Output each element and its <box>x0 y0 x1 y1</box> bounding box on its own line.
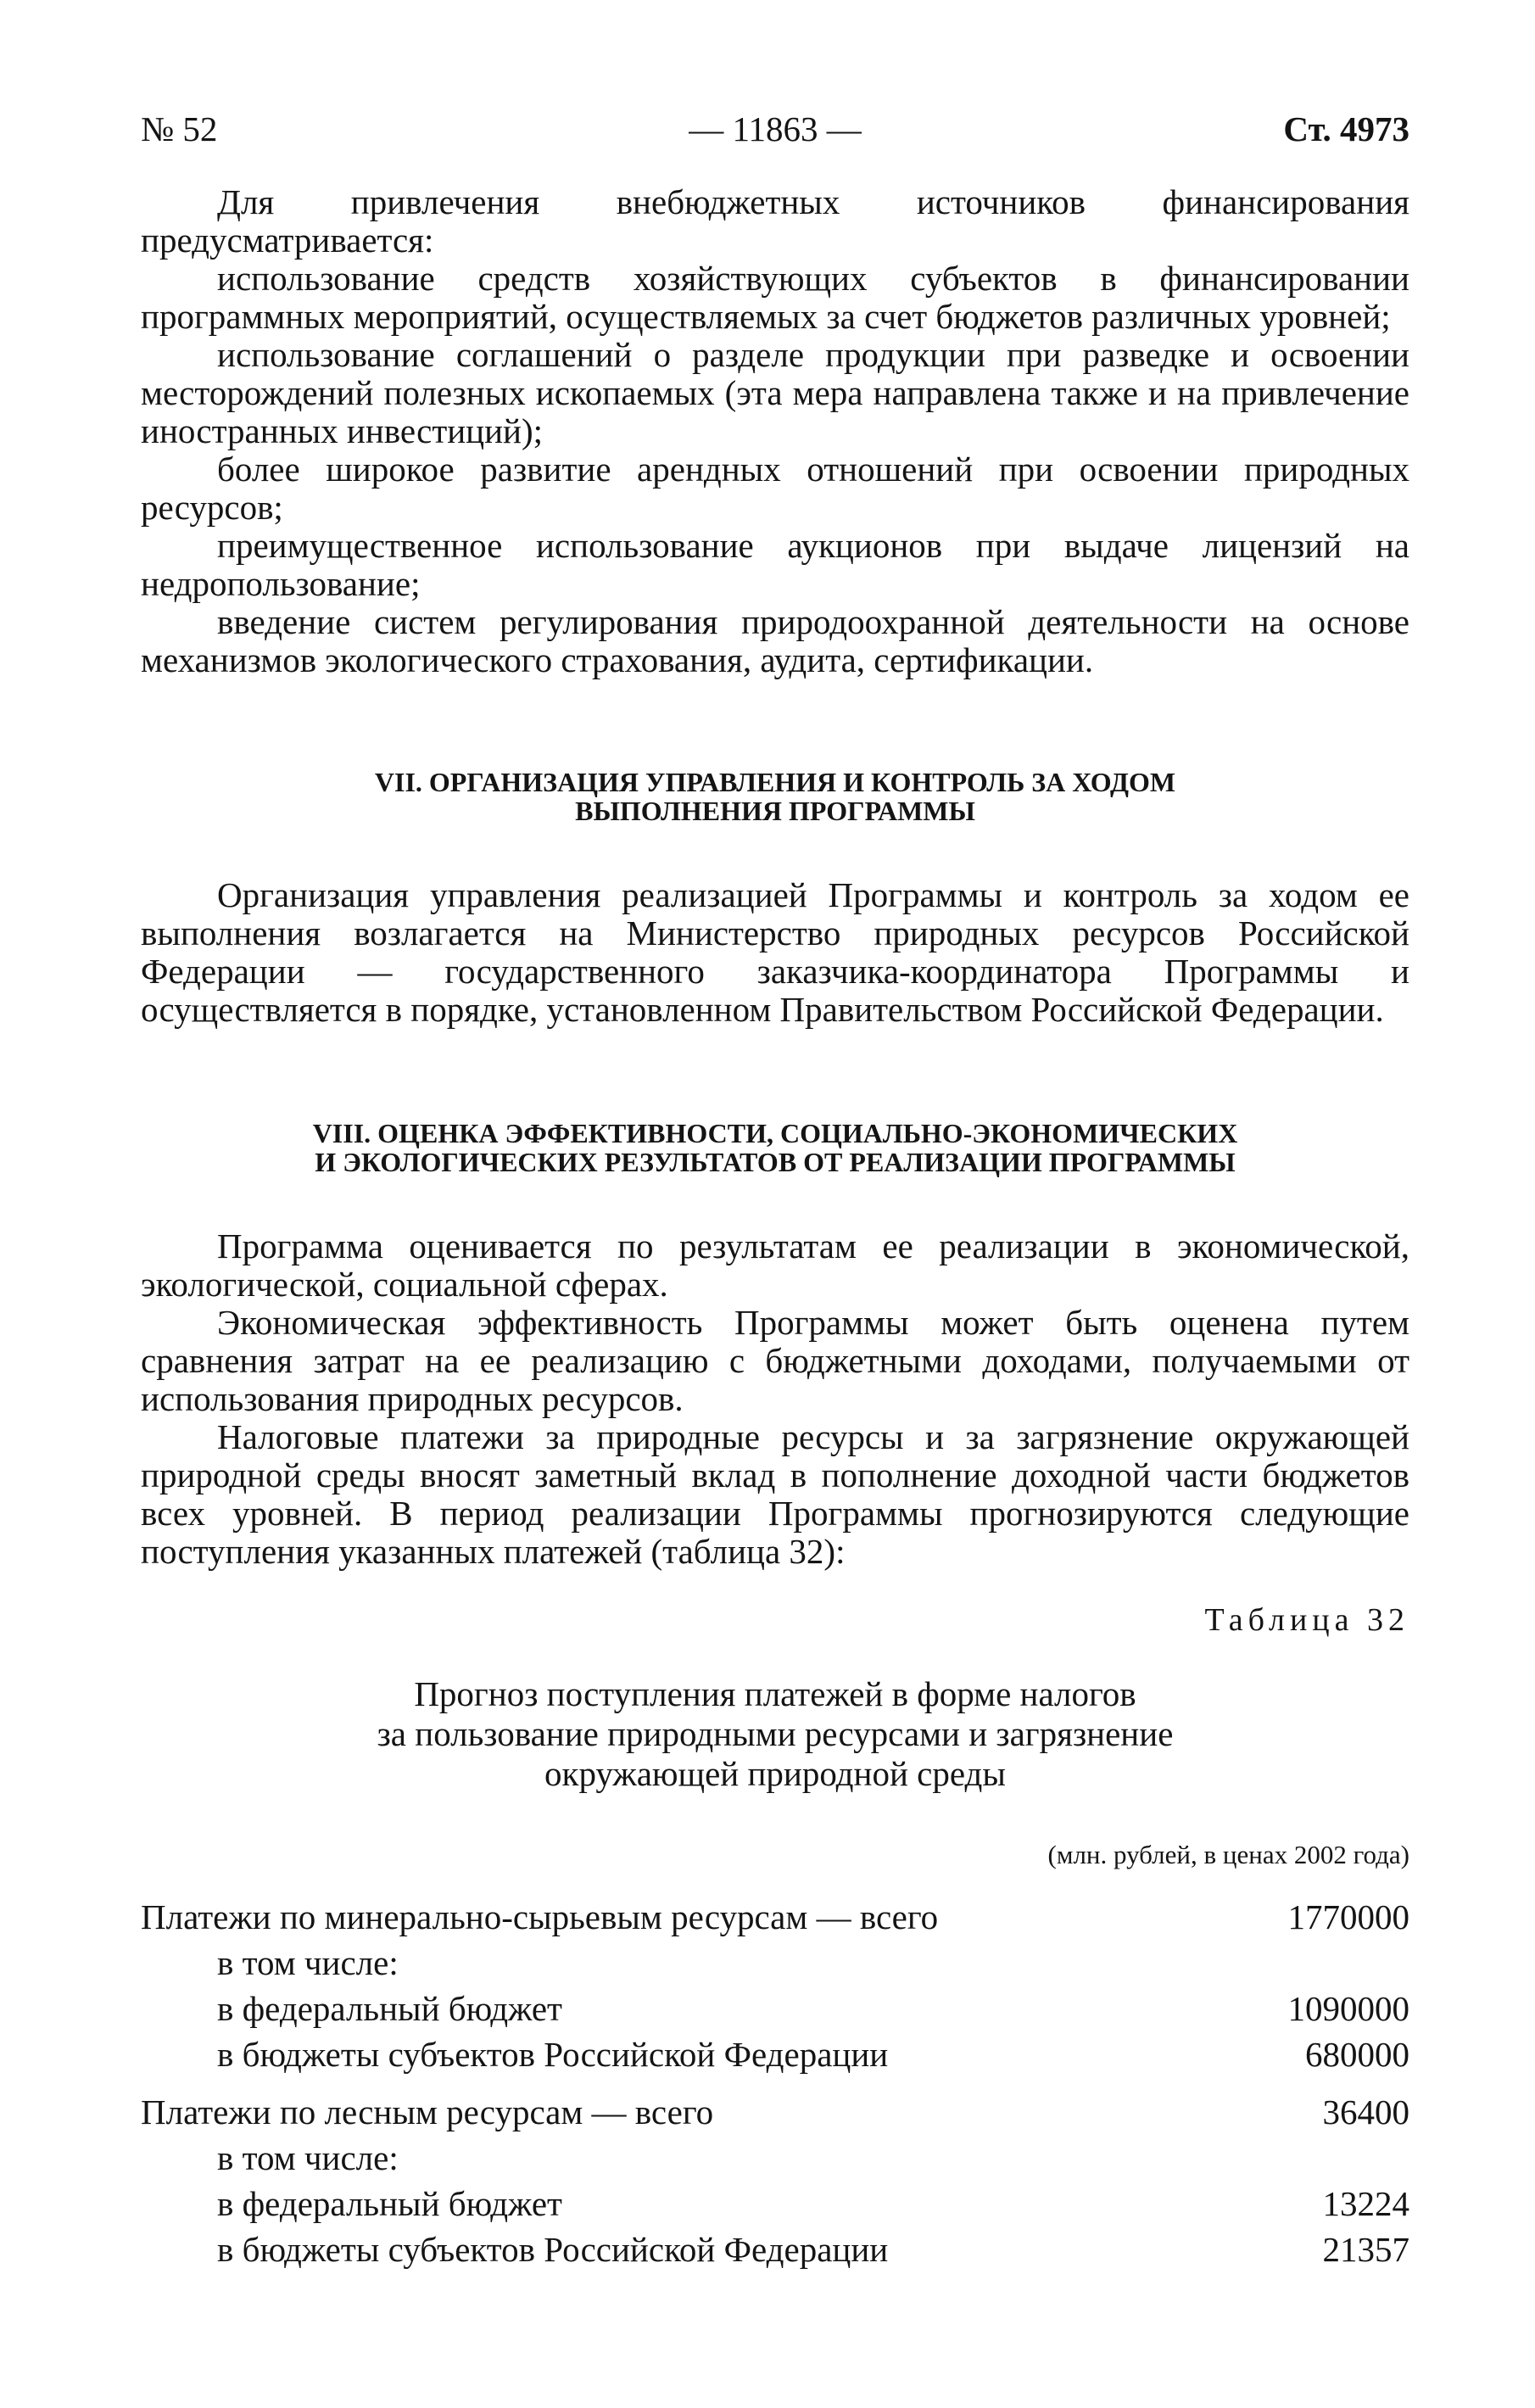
table-units: (млн. рублей, в ценах 2002 года) <box>1047 1840 1409 1869</box>
heading-line: ВЫПОЛНЕНИЯ ПРОГРАММЫ <box>575 796 975 826</box>
paragraph: Организация управления реализацией Программы и контроль за ходом ее выполнения возлагается на Министерство природных ресурсов Российской Федерации — государственного заказчика-координатора Программы и осуществляется в порядке, установленном Правительством Российской Федерации. <box>141 875 1409 1029</box>
paragraph: более широкое развитие арендных отношений при освоении природных ресурсов; <box>141 450 1409 527</box>
section-vii-heading <box>141 768 1409 825</box>
heading-line: И ЭКОЛОГИЧЕСКИХ РЕЗУЛЬТАТОВ ОТ РЕАЛИЗАЦИИ ПРОГРАММЫ <box>315 1147 1236 1177</box>
table-row <box>141 2230 1409 2269</box>
row-value: 36400 <box>1322 2092 1409 2131</box>
row-label: в федеральный бюджет <box>217 1989 562 2028</box>
article-number: Ст. 4973 <box>1283 109 1409 148</box>
table-label: Таблица 32 <box>1204 1602 1409 1638</box>
heading-line: VII. ОРГАНИЗАЦИЯ УПРАВЛЕНИЯ И КОНТРОЛЬ ЗА ХОДОМ <box>374 767 1176 797</box>
table-title-line: Прогноз поступления платежей в форме налогов <box>414 1674 1136 1713</box>
section-viii-heading <box>141 1119 1409 1176</box>
row-label: в бюджеты субъектов Российской Федерации <box>217 2230 889 2269</box>
heading-line: VIII. ОЦЕНКА ЭФФЕКТИВНОСТИ, СОЦИАЛЬНО-ЭКОНОМИЧЕСКИХ <box>312 1118 1238 1148</box>
issue-number: № 52 <box>141 109 218 148</box>
forecast-table <box>141 1897 1409 2269</box>
table-row <box>141 2138 1409 2177</box>
table-title <box>141 1674 1409 1794</box>
row-value: 1770000 <box>1287 1897 1409 1936</box>
table-row <box>141 1943 1409 1982</box>
intro-text <box>141 183 1409 679</box>
paragraph: введение систем регулирования природоохранной деятельности на основе механизмов экологического страхования, аудита, сертификации. <box>141 602 1409 679</box>
section-vii-text <box>141 876 1409 1029</box>
paragraph: преимущественное использование аукционов при выдаче лицензий на недропользование; <box>141 526 1409 603</box>
row-label: в бюджеты субъектов Российской Федерации <box>217 2035 889 2074</box>
paragraph: использование соглашений о разделе продукции при разведке и освоении месторождений полезных ископаемых (эта мера направлена также и на привлечение иностранных инвестиций); <box>141 335 1409 450</box>
paragraph: Налоговые платежи за природные ресурсы и за загрязнение окружающей природной среды вносят заметный вклад в пополнение доходной части бюджетов всех уровней. В период реализации Программы прогнозируются следующие поступления указанных платежей (таблица 32): <box>141 1417 1409 1571</box>
paragraph: Программа оценивается по результатам ее реализации в экономической, экологической, социальной сферах. <box>141 1226 1409 1304</box>
row-label: в федеральный бюджет <box>217 2184 562 2223</box>
table-title-line: окружающей природной среды <box>544 1754 1006 1793</box>
row-value: 1090000 <box>1287 1989 1409 2028</box>
paragraph: использование средств хозяйствующих субъектов в финансировании программных мероприятий, осуществляемых за счет бюджетов различных уровней; <box>141 259 1409 336</box>
row-value: 13224 <box>1322 2184 1409 2223</box>
row-value: 680000 <box>1305 2035 1409 2074</box>
table-row <box>141 2184 1409 2223</box>
row-label: Платежи по лесным ресурсам — всего <box>141 2092 714 2131</box>
row-label: Платежи по минерально-сырьевым ресурсам — всего <box>141 1897 939 1936</box>
section-viii-text <box>141 1227 1409 1571</box>
row-value: 21357 <box>1322 2230 1409 2269</box>
row-label: в том числе: <box>217 2138 399 2177</box>
table-row <box>141 2092 1409 2131</box>
page-header <box>141 102 1409 161</box>
table-row <box>141 1897 1409 1936</box>
page-number: — 11863 — <box>689 109 862 148</box>
paragraph: Экономическая эффективность Программы может быть оценена путем сравнения затрат на ее реализацию с бюджетными доходами, получаемыми от использования природных ресурсов. <box>141 1303 1409 1418</box>
table-title-line: за пользование природными ресурсами и загрязнение <box>377 1714 1174 1753</box>
paragraph: Для привлечения внебюджетных источников финансирования предусматривается: <box>141 182 1409 260</box>
table-row <box>141 2035 1409 2074</box>
document-page <box>141 102 1409 2269</box>
row-label: в том числе: <box>217 1943 399 1982</box>
table-row <box>141 1989 1409 2028</box>
